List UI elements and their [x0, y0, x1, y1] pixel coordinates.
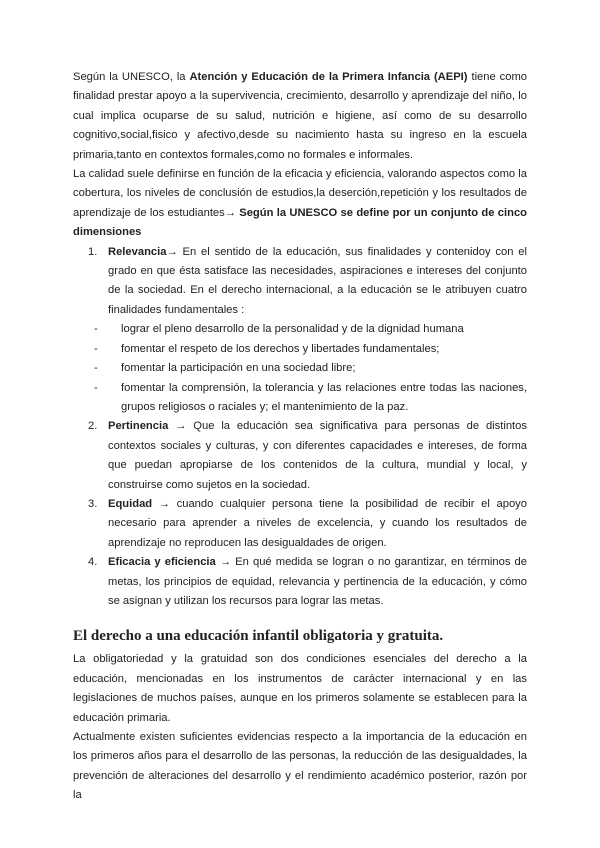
- dimension-relevancia: [73, 243, 527, 321]
- dimension-pertinencia: [73, 417, 527, 495]
- intro-paragraph: Según la UNESCO, la Atención y Educación de la Primera Infancia (AEPI) tiene como finalidad prestar apoyo a la supervivencia, crecimiento, desarrollo y aprendizaje del niño, lo cual implica ocuparse de su salud, nutrición e higiene, así como de su desarrollo cognitivo,social,fisico y afectivo,desde su nacimiento hasta su ingreso en la escuela primaria,tanto en contextos formales,como no formales e informales.: [73, 71, 528, 161]
- list-item: - fomentar la comprensión, la tolerancia y las relaciones entre todas las naciones, grupos religiosos o raciales y; el mantenimiento de la paz.: [94, 381, 527, 413]
- dimension-text: → En qué medida se logran o no garantizar, en términos de metas, los principios de equidad, relevancia y pertinencia de la educación, y cómo se asignan y utilizan los recursos para lograr las metas.: [108, 556, 527, 607]
- dimension-title: Equidad: [108, 497, 153, 510]
- unesco-dimensions-statement: Según la UNESCO se define por un conjunto de cinco dimensiones: [73, 206, 527, 239]
- list-item: - fomentar la participación en una sociedad libre;: [94, 362, 356, 375]
- dimension-title: Pertinencia: [108, 420, 169, 433]
- list-number: 4.: [88, 556, 98, 569]
- dimension-equidad: [73, 495, 527, 553]
- aepi-term: Atención y Educación de la Primera Infancia (AEPI): [189, 71, 468, 83]
- evidencias-paragraph: Actualmente existen suficientes evidencias respecto a la importancia de la educación en los primeros años para el desarrollo de las personas, la reducción de las desigualdades, la prevención de alteraciones del desarrollo y el rendimiento académico posterior, razón por la: [73, 731, 527, 802]
- dimension-text: → Que la educación sea significativa para personas de distintos contextos sociales y culturas, y con diferentes capacidades e intereses, de forma que puedan apropiarse de los contenidos de la cultura, mundial y local, y construirse como sujetos en la sociedad.: [108, 420, 527, 491]
- dimension-text: En el sentido de la educación, sus finalidades y contenidoy con el grado en que ésta satisface las necesidades, aspiraciones e intereses del conjunto de la sociedad. En el derecho internacional, a la educación se le atribuyen cuatro finalidades fundamentales :: [108, 245, 527, 316]
- list-item: - lograr el pleno desarrollo de la personalidad y de la dignidad humana: [94, 323, 464, 336]
- list-item: - fomentar el respeto de los derechos y libertades fundamentales;: [94, 342, 440, 355]
- obligatoriedad-paragraph: La obligatoriedad y la gratuidad son dos condiciones esenciales del derecho a la educación, mencionadas en los instrumentos de carácter internacional y en las legislaciones de muchos países, aunque en los primeros solamente se establecen para la educación primaria.: [73, 653, 527, 724]
- dimension-text: → cuando cualquier persona tiene la posibilidad de recibir el apoyo necesario para aprender a niveles de excelencia, y cuando los resultados de aprendizaje no reproducen las desigualdades de origen.: [108, 497, 527, 549]
- list-number: 1.: [88, 245, 98, 258]
- calidad-paragraph: La calidad suele definirse en función de la eficacia y eficiencia, valorando aspectos como la cobertura, los niveles de conclusión de estudios,la deserción,repetición y los resultados de aprendizaje de los estudiantes→ Según la UNESCO se define por un conjunto de cinco dimensiones: [73, 168, 527, 239]
- section-heading: El derecho a una educación infantil obligatoria y gratuita.: [73, 628, 444, 645]
- list-number: 3.: [88, 497, 98, 510]
- dimension-eficacia: [73, 553, 527, 611]
- list-number: 2.: [88, 420, 98, 433]
- finalidades-list: [73, 320, 527, 417]
- dimension-title: Relevancia→: [108, 245, 178, 258]
- dimension-title: Eficacia y eficiencia: [108, 556, 216, 569]
- document-body: [73, 68, 527, 806]
